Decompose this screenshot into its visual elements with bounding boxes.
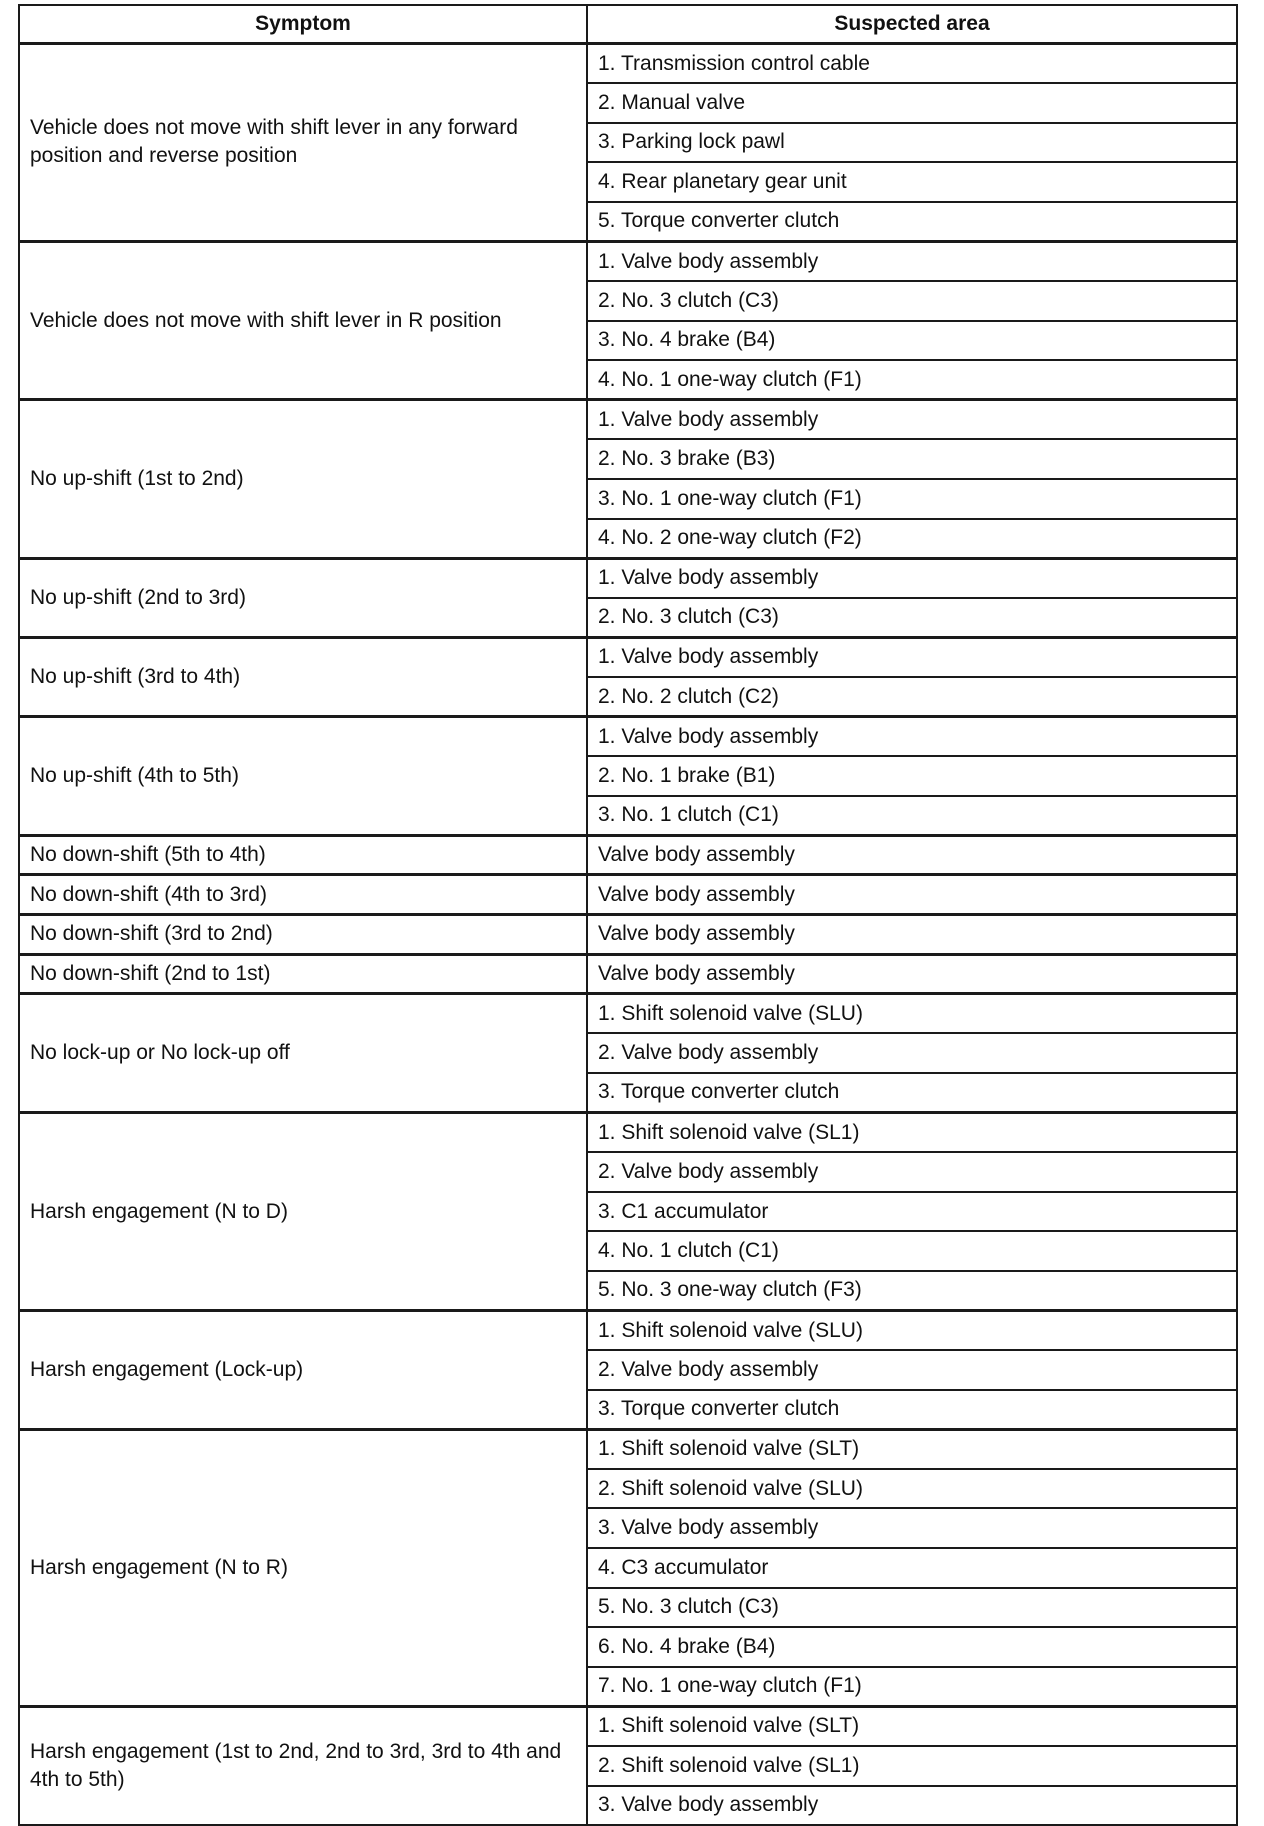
symptom-cell: No up-shift (2nd to 3rd) xyxy=(19,558,587,637)
suspected-area-cell: 2. Valve body assembly xyxy=(587,1350,1237,1390)
symptom-cell: No down-shift (3rd to 2nd) xyxy=(19,915,587,955)
suspected-area-cell: 1. Shift solenoid valve (SL1) xyxy=(587,1113,1237,1153)
suspected-area-cell: 2. No. 3 clutch (C3) xyxy=(587,598,1237,638)
symptom-cell: No down-shift (5th to 4th) xyxy=(19,835,587,875)
symptom-cell: No up-shift (1st to 2nd) xyxy=(19,400,587,558)
suspected-area-cell: 2. Valve body assembly xyxy=(587,1152,1237,1192)
symptom-cell: No up-shift (3rd to 4th) xyxy=(19,637,587,716)
suspected-area-cell: 3. No. 1 clutch (C1) xyxy=(587,796,1237,836)
table-row xyxy=(19,954,1237,994)
table-row xyxy=(19,875,1237,915)
table-body xyxy=(19,44,1237,1826)
suspected-area-cell: 1. Shift solenoid valve (SLU) xyxy=(587,994,1237,1034)
suspected-area-cell: 2. No. 2 clutch (C2) xyxy=(587,677,1237,717)
suspected-area-cell: 3. No. 4 brake (B4) xyxy=(587,321,1237,361)
suspected-area-cell: Valve body assembly xyxy=(587,835,1237,875)
suspected-area-cell: 1. Shift solenoid valve (SLU) xyxy=(587,1311,1237,1351)
suspected-area-cell: 4. No. 2 one-way clutch (F2) xyxy=(587,519,1237,559)
suspected-area-cell: 1. Valve body assembly xyxy=(587,241,1237,281)
table-row xyxy=(19,241,1237,281)
symptom-cell: No down-shift (2nd to 1st) xyxy=(19,954,587,994)
suspected-area-cell: 1. Shift solenoid valve (SLT) xyxy=(587,1429,1237,1469)
symptom-cell: Harsh engagement (Lock-up) xyxy=(19,1311,587,1430)
suspected-area-cell: 5. No. 3 clutch (C3) xyxy=(587,1588,1237,1628)
table-row xyxy=(19,1706,1237,1746)
table-row xyxy=(19,835,1237,875)
suspected-area-cell: 4. Rear planetary gear unit xyxy=(587,162,1237,202)
header-row xyxy=(19,5,1237,44)
suspected-area-cell: 4. No. 1 one-way clutch (F1) xyxy=(587,360,1237,400)
suspected-area-cell: 5. No. 3 one-way clutch (F3) xyxy=(587,1271,1237,1311)
suspected-area-cell: 4. C3 accumulator xyxy=(587,1548,1237,1588)
suspected-area-cell: 2. Valve body assembly xyxy=(587,1033,1237,1073)
table-row xyxy=(19,1429,1237,1469)
suspected-area-cell: 5. Torque converter clutch xyxy=(587,202,1237,242)
symptom-cell: Vehicle does not move with shift lever in any forward position and reverse position xyxy=(19,44,587,242)
symptom-cell: Vehicle does not move with shift lever in R position xyxy=(19,241,587,399)
symptom-cell: Harsh engagement (1st to 2nd, 2nd to 3rd, 3rd to 4th and 4th to 5th) xyxy=(19,1706,587,1825)
symptom-cell: No down-shift (4th to 3rd) xyxy=(19,875,587,915)
suspected-area-cell: 3. Torque converter clutch xyxy=(587,1073,1237,1113)
suspected-area-cell: 1. Valve body assembly xyxy=(587,400,1237,440)
suspected-area-cell: 1. Valve body assembly xyxy=(587,637,1237,677)
suspected-area-cell: 3. Valve body assembly xyxy=(587,1786,1237,1826)
table-row xyxy=(19,1113,1237,1153)
suspected-area-cell: 2. Shift solenoid valve (SLU) xyxy=(587,1469,1237,1509)
suspected-area-cell: Valve body assembly xyxy=(587,875,1237,915)
suspected-area-cell: 1. Valve body assembly xyxy=(587,558,1237,598)
symptom-cell: Harsh engagement (N to D) xyxy=(19,1113,587,1311)
symptom-cell: No up-shift (4th to 5th) xyxy=(19,717,587,836)
suspected-area-cell: 2. Manual valve xyxy=(587,83,1237,123)
suspected-area-cell: Valve body assembly xyxy=(587,954,1237,994)
suspected-area-cell: 6. No. 4 brake (B4) xyxy=(587,1627,1237,1667)
symptom-cell: Harsh engagement (N to R) xyxy=(19,1429,587,1706)
suspected-area-cell: 2. No. 1 brake (B1) xyxy=(587,756,1237,796)
table-row xyxy=(19,400,1237,440)
table-row xyxy=(19,44,1237,84)
table-row xyxy=(19,558,1237,598)
suspected-area-cell: 7. No. 1 one-way clutch (F1) xyxy=(587,1667,1237,1707)
suspected-area-cell: 3. Torque converter clutch xyxy=(587,1390,1237,1430)
suspected-area-cell: 3. No. 1 one-way clutch (F1) xyxy=(587,479,1237,519)
suspected-area-cell: 3. Parking lock pawl xyxy=(587,123,1237,163)
symptom-cell: No lock-up or No lock-up off xyxy=(19,994,587,1113)
suspected-area-cell: 2. No. 3 brake (B3) xyxy=(587,439,1237,479)
suspected-area-cell: Valve body assembly xyxy=(587,915,1237,955)
suspected-area-cell: 2. Shift solenoid valve (SL1) xyxy=(587,1746,1237,1786)
suspected-area-cell: 1. Valve body assembly xyxy=(587,717,1237,757)
table-row xyxy=(19,1311,1237,1351)
suspected-area-cell: 1. Transmission control cable xyxy=(587,44,1237,84)
symptom-table xyxy=(18,4,1238,1826)
suspected-area-cell: 1. Shift solenoid valve (SLT) xyxy=(587,1706,1237,1746)
suspected-area-cell: 3. C1 accumulator xyxy=(587,1192,1237,1232)
symptom-column-header: Symptom xyxy=(19,5,587,44)
suspected-area-cell: 2. No. 3 clutch (C3) xyxy=(587,281,1237,321)
table-row xyxy=(19,915,1237,955)
suspected-area-cell: 3. Valve body assembly xyxy=(587,1508,1237,1548)
suspected-area-column-header: Suspected area xyxy=(587,5,1237,44)
suspected-area-cell: 4. No. 1 clutch (C1) xyxy=(587,1231,1237,1271)
table-row xyxy=(19,717,1237,757)
table-row xyxy=(19,637,1237,677)
table-row xyxy=(19,994,1237,1034)
